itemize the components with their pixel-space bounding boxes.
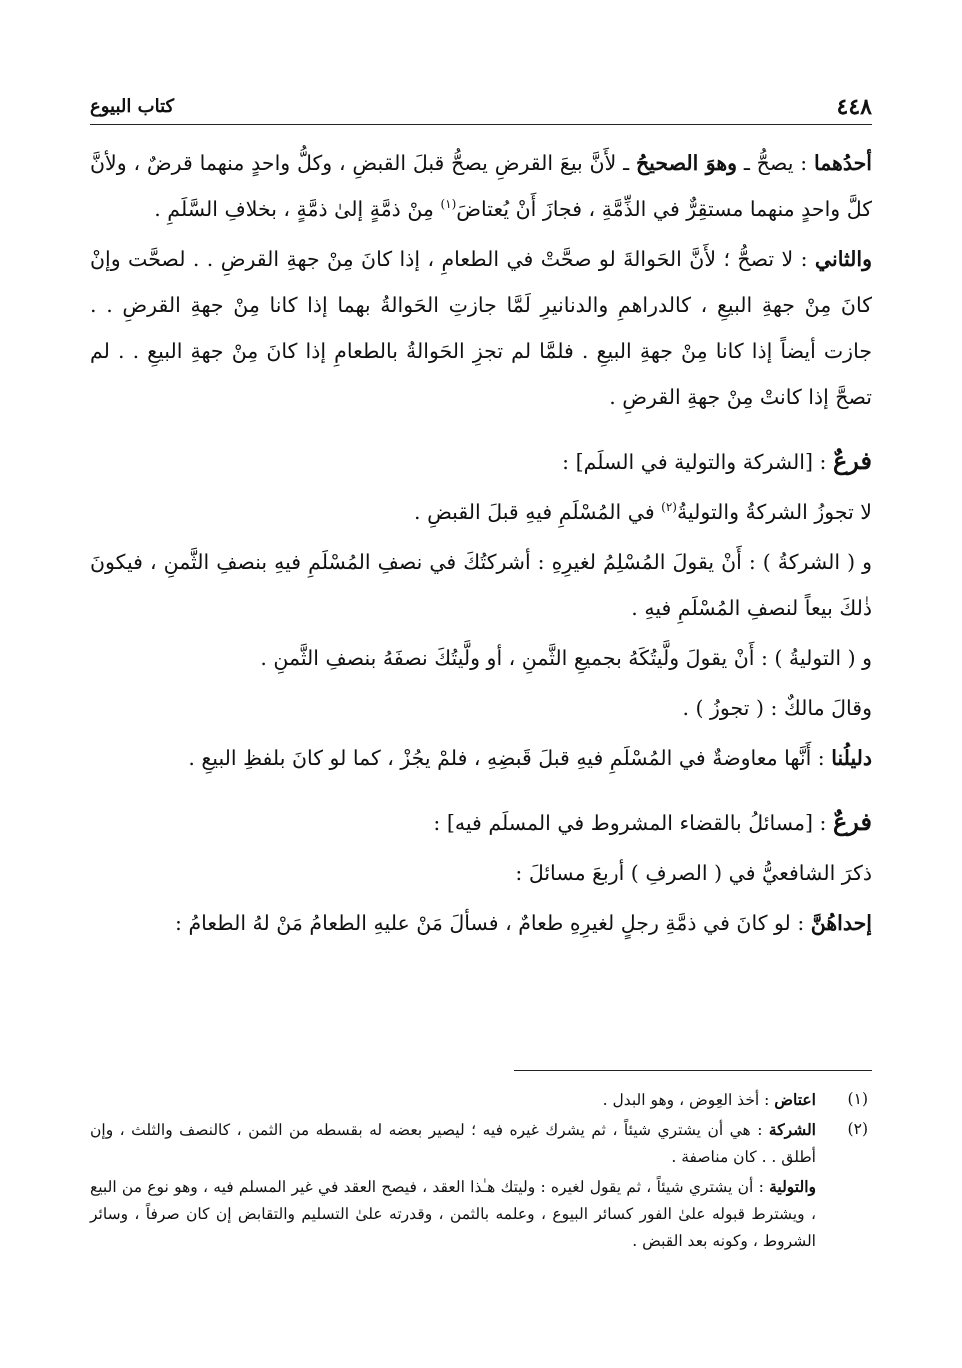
footnote-separator	[514, 1070, 872, 1071]
branch1-shirka-definition: و ( الشركةُ ) : أَنْ يقولَ المُسْلِمُ لغيرِهِ : أشركتُكَ في نصفِ المُسْلَمِ فيهِ بنصفِ الثَّمنِ ، فيكونَ ذٰلكَ بيعاً لنصفِ المُسْلَمِ فيهِ .	[90, 550, 872, 620]
evidence-text: : أَنَّها معاوضةٌ في المُسْلَمِ فيهِ قبلَ قَبضِهِ ، فلمْ يجُزْ ، كما لو كانَ بلفظِ البيعِ .	[188, 746, 832, 770]
footnote-ref-1: (١)	[440, 197, 457, 212]
first-opinion-text: : يصحُّ ـ	[737, 151, 814, 175]
branch-label: فرعٌ	[832, 807, 872, 836]
footnote-2	[90, 1116, 872, 1171]
running-title: كتاب البيوع	[90, 96, 175, 117]
branch1-line-1-text: لا تجوزُ الشركةُ والتوليةُ	[676, 500, 872, 524]
page-header	[90, 86, 872, 122]
second-opinion-label: والثاني	[814, 247, 872, 271]
paragraph-first-opinion	[90, 140, 872, 232]
footnote-1	[90, 1086, 872, 1114]
footnote-number: (٢)	[847, 1120, 868, 1138]
footnote-text: : أن يشتري شيئاً ، ثم يقول لغيره : وليتك هـٰذا العقد ، فيصح العقد في غير المسلم فيه ، وهو نوع من البيع ، ويشترط قبوله علىٰ الفور كسائر البيوع ، وعلمه بالثمن ، وقدرته علىٰ التسليم والتقابض إن كان صرفاً ، وسائر الشروط ، وكونه بعد القبض .	[90, 1178, 816, 1250]
branch-label: فرعٌ	[832, 446, 872, 475]
first-issue-label: إحداهُنَّ	[810, 911, 872, 935]
footnote-number: (١)	[847, 1090, 868, 1108]
main-text	[90, 140, 872, 950]
footnote-term: اعتاض	[774, 1090, 816, 1109]
footnote-text: : أخذ العِوض ، وهو البدل .	[602, 1091, 775, 1109]
branch1-tawliya-definition: و ( التوليةُ ) : أَنْ يقولَ ولَّيتُكَهُ بجميعِ الثَّمنِ ، أو ولَّيتُكَ نصفَهُ بنصفِ الثَّمنِ .	[260, 646, 872, 670]
paragraph-second-opinion	[90, 236, 872, 420]
footnote-term: والتولية	[769, 1177, 816, 1196]
first-opinion-text-3: مِنْ ذمَّةٍ إلىٰ ذمَّةٍ ، بخلافِ السَّلَمِ .	[154, 197, 441, 221]
footnote-term: الشركة	[768, 1120, 816, 1139]
branch-heading-2	[90, 799, 872, 846]
page-number: ٤٤٨	[836, 94, 872, 120]
branch1-line-1	[90, 489, 872, 535]
evidence-label: دليلُنا	[831, 746, 872, 770]
footnote-2-continuation	[90, 1173, 872, 1255]
branch1-malik-opinion: وقالَ مالكٌ : ( تجوزُ ) .	[682, 696, 872, 720]
header-rule	[90, 124, 872, 125]
first-opinion-label: أحدُهما	[813, 151, 872, 175]
footnote-ref-2: (٢)	[661, 500, 677, 515]
branch1-line-1-text-2: في المُسْلَمِ فيهِ قبلَ القبضِ .	[414, 500, 662, 524]
book-page	[90, 86, 872, 1326]
footnote-text: : هي أن يشتري شيئاً ، ثم يشرك غيره فيه ؛ ليصير بعضه له بقسطه من الثمن ، كالنصف والثلث ، وإن أطلق . . كان مناصفة .	[90, 1121, 816, 1166]
branch-heading-1	[90, 438, 872, 485]
branch-title: : [الشركة والتولية في السلَم] :	[562, 450, 833, 474]
branch2-first-issue	[90, 900, 872, 946]
first-issue-text: : لو كانَ في ذمَّةِ رجلٍ لغيرِهِ طعامٌ ، فسألَ مَنْ عليهِ الطعامُ مَنْ لهُ الطعامُ :	[175, 911, 811, 935]
first-opinion-text-2: ـ لأَنَّ بيعَ القرضِ يصحُّ قبلَ القبضِ ، وكلُّ واحدٍ منهما قرضٌ ، ولأنَّ كلَّ واحدٍ منهما مستقِرٌّ في الذِّمَّةِ ، فجازَ أَنْ يُعتاضَ	[90, 151, 872, 221]
first-opinion-emphasis: وهوَ الصحيحُ	[635, 151, 738, 175]
branch2-line-1: ذكرَ الشافعيُّ في ( الصرفِ ) أربعَ مسائلَ :	[515, 861, 872, 885]
footnotes	[90, 1086, 872, 1255]
branch-title: : [مسائلُ بالقضاء المشروط في المسلَم فيه] :	[433, 811, 833, 835]
second-opinion-text: : لا تصحُّ ؛ لأَنَّ الحَوالةَ لو صحَّتْ في الطعامِ ، إذا كانَ مِنْ جهةِ القرضِ . . لصحَّت وإنْ كانَ مِنْ جهةِ البيعِ ، كالدراهمِ والدنانيرِ لَمَّا جازتِ الحَوالةُ بهما إذا كانا مِنْ جهةِ القرضِ . . جازت أيضاً إذا كانا مِنْ جهةِ البيعِ . فلمَّا لم تجزِ الحَوالةُ بالطعامِ إذا كانَ مِنْ جهةِ البيعِ . . لم تصحَّ إذا كانتْ مِنْ جهةِ القرضِ .	[90, 247, 872, 409]
branch1-evidence	[90, 735, 872, 781]
